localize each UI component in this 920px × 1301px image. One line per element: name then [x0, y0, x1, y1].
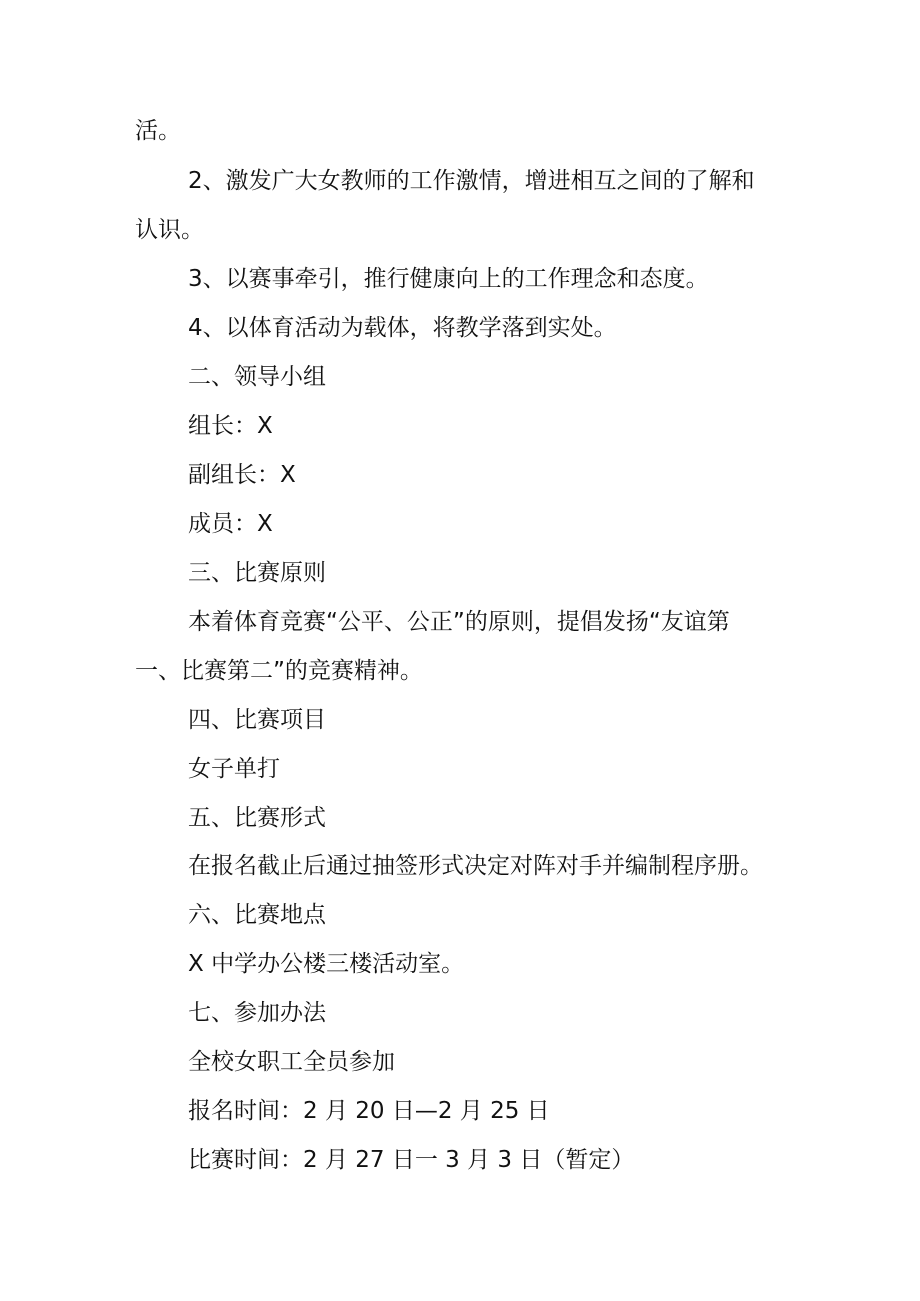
text-line: 3、以赛事牵引，推行健康向上的工作理念和态度。 — [188, 266, 709, 292]
text-line: 认识。 — [135, 217, 204, 243]
section-heading: 三、比赛原则 — [188, 560, 326, 586]
text-line: 4、以体育活动为载体，将教学落到实处。 — [188, 315, 617, 341]
section-heading: 七、参加办法 — [188, 1000, 326, 1026]
section-heading: 六、比赛地点 — [188, 902, 326, 928]
text-line: 组长：X — [188, 413, 273, 439]
text-line: 报名时间：2 月 20 日—2 月 25 日 — [188, 1098, 550, 1124]
text-line: 比赛时间：2 月 27 日一 3 月 3 日（暂定） — [188, 1147, 635, 1173]
text-line: 全校女职工全员参加 — [188, 1049, 395, 1075]
text-line: 2、激发广大女教师的工作激情，增进相互之间的了解和 — [188, 168, 755, 194]
text-line: 一、比赛第二”的竞赛精神。 — [135, 658, 423, 684]
text-line: 本着体育竞赛“公平、公正”的原则，提倡发扬“友谊第 — [188, 609, 730, 635]
text-line: 女子单打 — [188, 756, 280, 782]
text-line: 副组长：X — [188, 462, 296, 488]
text-line: 活。 — [135, 118, 181, 144]
text-line: X 中学办公楼三楼活动室。 — [188, 951, 465, 977]
text-line: 在报名截止后通过抽签形式决定对阵对手并编制程序册。 — [188, 853, 763, 879]
section-heading: 二、领导小组 — [188, 364, 326, 390]
section-heading: 五、比赛形式 — [188, 805, 326, 831]
text-line: 成员：X — [188, 511, 273, 537]
section-heading: 四、比赛项目 — [188, 707, 326, 733]
